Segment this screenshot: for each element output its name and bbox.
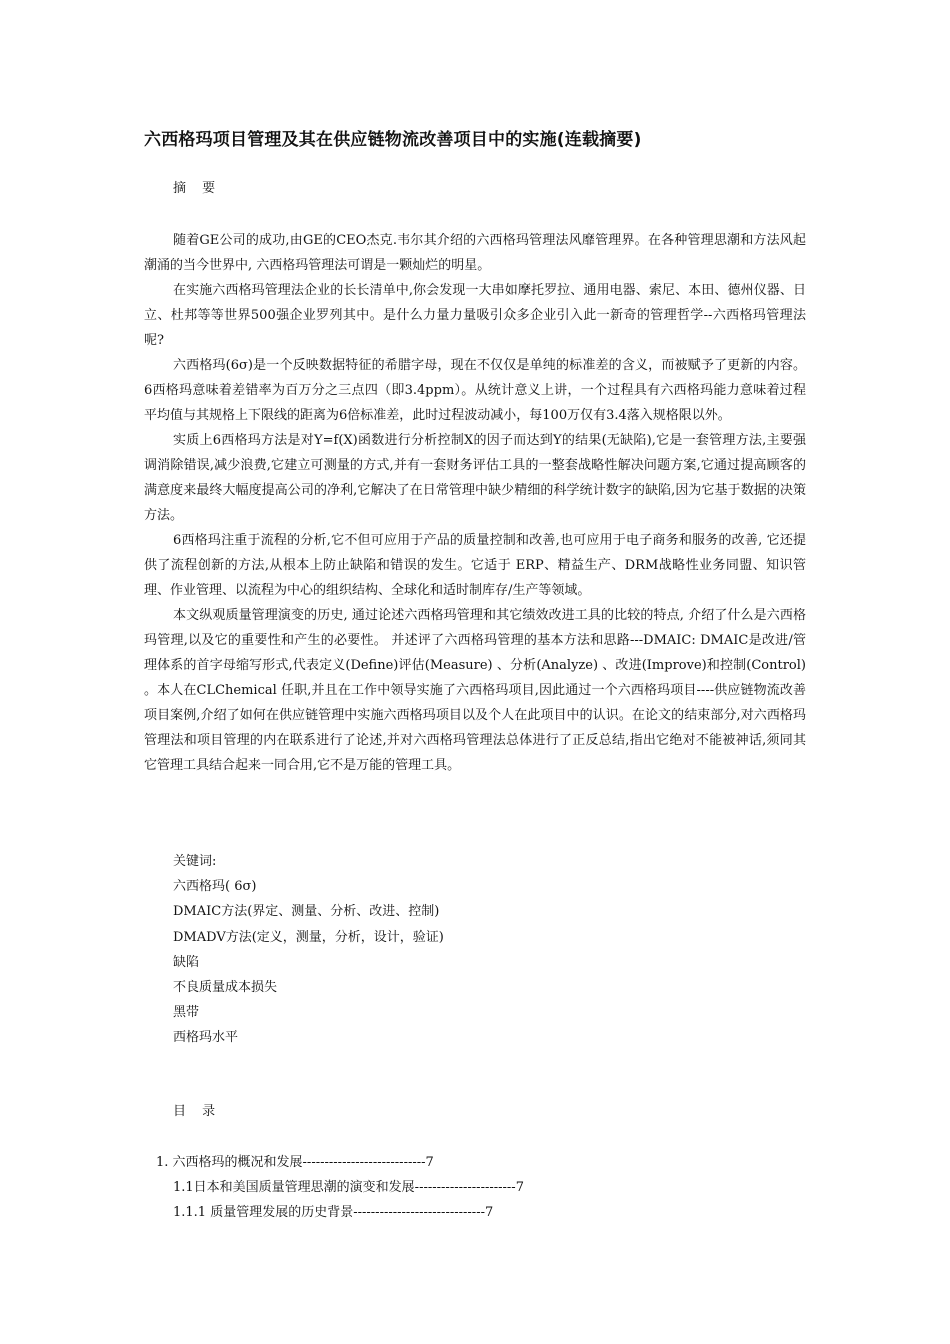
keyword-item: 六西格玛( 6σ) (173, 879, 257, 895)
toc-heading: 目 录 (173, 1104, 222, 1119)
keyword-item: DMAIC方法(界定、测量、分析、改进、控制) (173, 904, 440, 920)
paragraph: 随着GE公司的成功,由GE的CEO杰克.韦尔其介绍的六西格玛管理法风靡管理界。在各种管理思潮和方法风起潮涌的当今世界中, 六西格玛管理法可谓是一颗灿烂的明星。 (144, 233, 806, 273)
keyword-item: 西格玛水平 (173, 1030, 239, 1046)
document-title: 六西格玛项目管理及其在供应链物流改善项目中的实施(连载摘要) (144, 130, 642, 150)
keyword-item: 缺陷 (173, 954, 200, 970)
keyword-item: 不良质量成本损失 (173, 980, 278, 996)
paragraph: 实质上6西格玛方法是对Y=f(X)函数进行分析控制X的因子而达到Y的结果(无缺陷),它是一套管理方法,主要强调消除错误,减少浪费,它建立可测量的方式,并有一套财务评估工具的一整套战略性解决问题方案,它通过提高顾客的满意度来最终大幅度提高公司的净利,它解决了在日常管理中缺少精细的科学统计数字的缺陷,因为它基于数据的决策方法。 (144, 433, 806, 523)
toc-entry: 1. 六西格玛的概况和发展----------------------------7 (156, 1155, 434, 1170)
toc-entry: 1.1.1 质量管理发展的历史背景------------------------------7 (173, 1205, 494, 1220)
keyword-item: DMADV方法(定义，测量，分析，设计，验证) (173, 929, 444, 945)
paragraph: 在实施六西格玛管理法企业的长长清单中,你会发现一大串如摩托罗拉、通用电器、索尼、本田、德州仪器、日立、杜邦等等世界500强企业罗列其中。是什么力量力量吸引众多企业引入此一新奇的管理哲学--六西格玛管理法呢? (144, 283, 806, 348)
keywords-heading: 关键词: (173, 854, 217, 869)
toc-entry: 1.1日本和美国质量管理思潮的演变和发展-----------------------7 (173, 1180, 524, 1195)
abstract-heading: 摘 要 (173, 181, 222, 196)
paragraph: 本文纵观质量管理演变的历史, 通过论述六西格玛管理和其它绩效改进工具的比较的特点, 介绍了什么是六西格玛管理,以及它的重要性和产生的必要性。 并述评了六西格玛管理的基本方法和思路---DMAIC: DMAIC是改进/管理体系的首字母缩写形式,代表定义(Define)评估(Measure) 、分析(Analyze) 、改进(Improve)和控制(Control) 。本人在CLChemical 任职,并且在工作中领导实施了六西格玛项目,因此通过一个六西格玛项目----供应链物流改善项目案例,介绍了如何在供应链管理中实施六西格玛项目以及个人在此项目中的认识。在论文的结束部分,对六西格玛管理法和项目管理的内在联系进行了论述,并对六西格玛管理法总体进行了正反总结,指出它绝对不能被神话,须同其它管理工具结合起来一同合用,它不是万能的管理工具。 (144, 608, 806, 773)
table-of-contents (156, 1150, 524, 1225)
paragraph: 六西格玛(6σ)是一个反映数据特征的希腊字母，现在不仅仅是单纯的标准差的含义，而被赋予了更新的内容。6西格玛意味着差错率为百万分之三点四（即3.4ppm）。从统计意义上讲，一个过程具有六西格玛能力意味着过程平均值与其规格上下限线的距离为6倍标准差，此时过程波动减小，每100万仅有3.4落入规格限以外。 (144, 358, 806, 423)
abstract-body (144, 228, 806, 778)
paragraph: 6西格玛注重于流程的分析,它不但可应用于产品的质量控制和改善,也可应用于电子商务和服务的改善, 它还提供了流程创新的方法,从根本上防止缺陷和错误的发生。它适于 ERP、精益生产、DRM战略性业务同盟、知识管理、作业管理、以流程为中心的组织结构、全球化和适时制库存/生产等领域。 (144, 533, 806, 598)
keywords-section (173, 849, 444, 1051)
keyword-item: 黑带 (173, 1005, 200, 1021)
